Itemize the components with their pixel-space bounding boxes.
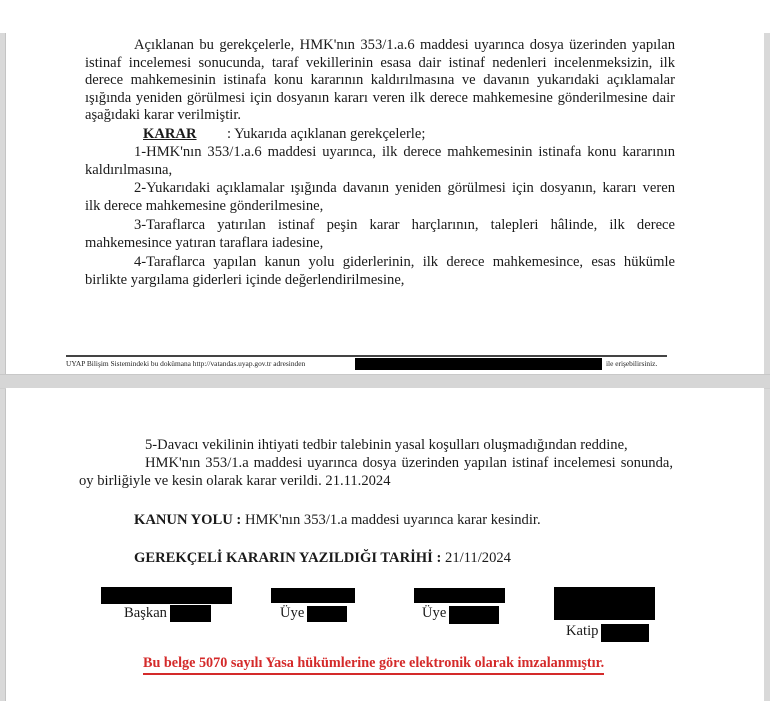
signature-role-uye-2: Üye	[422, 605, 447, 621]
text-line: aşağıdaki karar verilmiştir.	[85, 107, 242, 124]
redacted-uye2-id	[449, 606, 499, 624]
redacted-uye2-name	[414, 588, 505, 603]
kanun-yolu-text: HMK'nın 353/1.a maddesi uyarınca karar kesindir.	[244, 512, 541, 528]
karar-intro: : Yukarıda açıklanan gerekçelerle;	[227, 126, 426, 142]
text-line: 2-Yukarıdaki açıklamalar ışığında davanın yeniden görülmesi için dosyanın, kararı veren	[134, 180, 675, 196]
signature-role-katip: Katip	[566, 623, 599, 639]
karar-heading: KARAR	[143, 126, 197, 142]
signature-role-baskan: Başkan	[124, 605, 167, 621]
viewer-right-border	[763, 33, 770, 701]
text-line: mahkemesince yatıran taraflara iadesine,	[85, 234, 324, 251]
redacted-access-code	[355, 358, 602, 370]
decision-item-4	[85, 254, 675, 289]
decision-item-1	[85, 144, 675, 179]
text-line: 4-Taraflarca yapılan kanun yolu giderlerinin, ilk derece mahkemesince, esas hükümle	[134, 254, 675, 270]
page-separator	[0, 374, 770, 389]
kanun-yolu-label: KANUN YOLU :	[134, 512, 242, 528]
redacted-uye1-name	[271, 588, 355, 603]
text-line: ışığında yeniden görülmesi için dosyanın kararı veren ilk derece mahkemesine gönderilmesine dair	[85, 89, 675, 106]
text-line: istinaf incelemesi sonucunda, taraf vekillerinin esasa dair istinaf nedenleri incelenmeksizin, ilk	[85, 54, 675, 71]
gerekceli-date: 21/11/2024	[445, 550, 511, 566]
text-line: ilk derece mahkemesine gönderilmesine,	[85, 197, 324, 214]
signature-role-uye-1: Üye	[280, 605, 305, 621]
decision-item-2	[85, 180, 675, 215]
decision-item-5: 5-Davacı vekilinin ihtiyati tedbir talebinin yasal koşulları oluşmadığından reddine,	[145, 437, 628, 453]
text-line: oy birliğiyle ve kesin olarak karar verildi. 21.11.2024	[79, 472, 391, 489]
conclusion-paragraph	[79, 455, 673, 490]
intro-paragraph	[85, 37, 675, 125]
text-line: 3-Taraflarca yatırılan istinaf peşin karar harçlarının, talepleri hâlinde, ilk derece	[134, 217, 675, 233]
gerekceli-karar-line	[134, 550, 511, 568]
text-line: derece mahkemesinin istinafa konu kararının kaldırılmasına ve davanın yukarıdaki açıklamalar	[85, 72, 675, 89]
decision-item-3	[85, 217, 675, 252]
karar-line	[143, 126, 425, 144]
text-line: kaldırılmasına,	[85, 161, 173, 178]
footer-uyap-suffix: ile erişebilirsiniz.	[606, 359, 658, 368]
footer-uyap-text: UYAP Bilişim Sistemindeki bu dokümana http://vatandas.uyap.gov.tr adresinden	[66, 359, 306, 368]
redacted-uye1-id	[307, 606, 347, 622]
text-line: birlikte yargılama giderleri içinde değerlendirilmesine,	[85, 271, 405, 288]
footer-divider	[66, 355, 667, 357]
redacted-baskan-name	[101, 587, 232, 604]
e-signature-note: Bu belge 5070 sayılı Yasa hükümlerine göre elektronik olarak imzalanmıştır.	[143, 655, 604, 675]
gerekceli-label: GEREKÇELİ KARARIN YAZILDIĞI TARİHİ :	[134, 550, 442, 566]
redacted-katip-name	[554, 587, 655, 620]
text-line: 1-HMK'nın 353/1.a.6 maddesi uyarınca, ilk derece mahkemesinin istinafa konu kararının	[134, 144, 675, 160]
text-line: HMK'nın 353/1.a maddesi uyarınca dosya üzerinden yapılan istinaf incelemesi sonunda,	[145, 455, 673, 471]
kanun-yolu-line	[134, 512, 541, 530]
redacted-baskan-id	[170, 605, 211, 622]
text-line: Açıklanan bu gerekçelerle, HMK'nın 353/1.a.6 maddesi uyarınca dosya üzerinden yapılan	[134, 37, 675, 53]
redacted-katip-id	[601, 624, 649, 642]
